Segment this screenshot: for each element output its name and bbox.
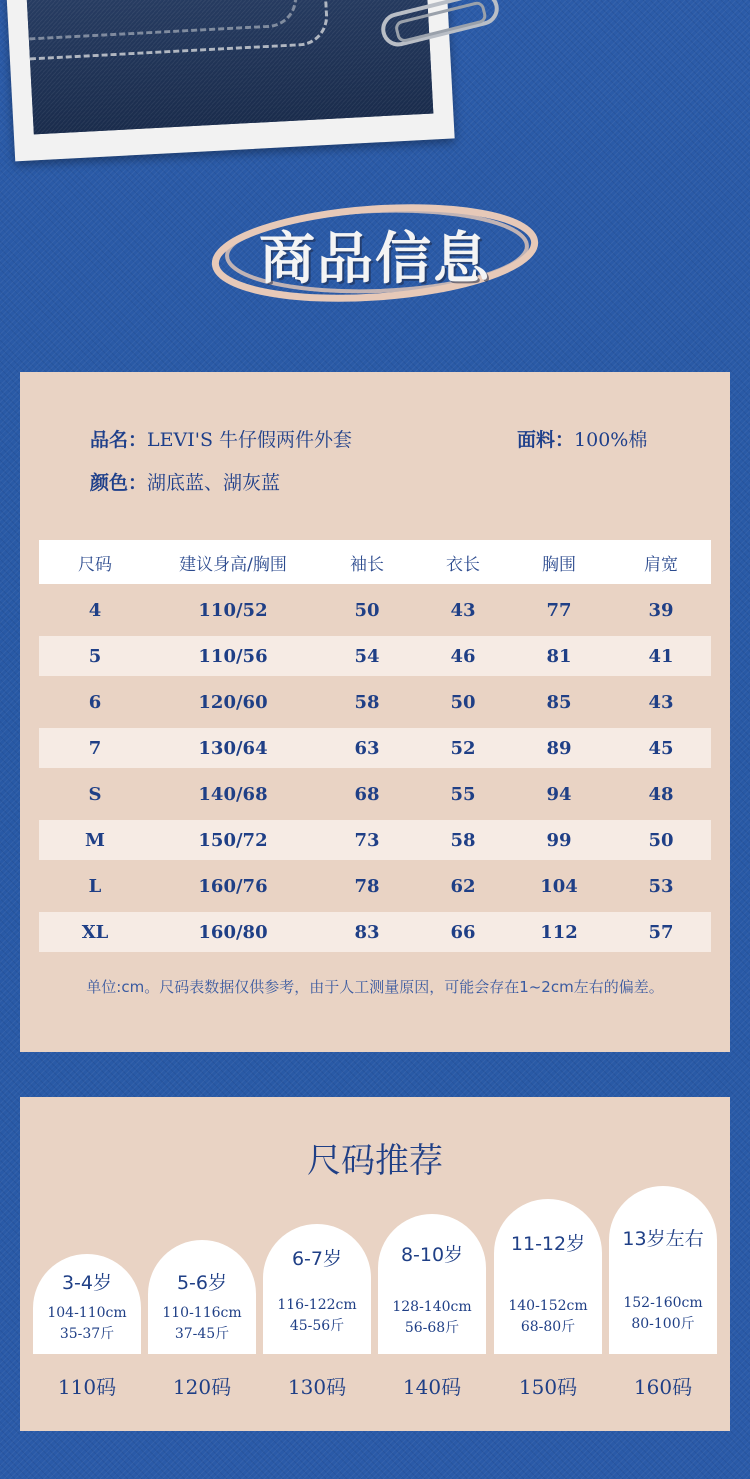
age-card <box>148 1240 256 1354</box>
table-cell: 50 <box>611 820 711 860</box>
weight-range: 45-56斤 <box>289 1318 345 1334</box>
table-cell: 110/56 <box>151 636 315 676</box>
height-range: 116-122cm <box>277 1297 357 1313</box>
table-row <box>39 682 711 722</box>
weight-range: 37-45斤 <box>174 1326 230 1342</box>
size-code: 140码 <box>402 1375 462 1399</box>
size-code: 130码 <box>287 1375 347 1399</box>
table-cell: 73 <box>315 820 419 860</box>
table-cell: 104 <box>540 875 578 897</box>
page-title: 商品信息 <box>259 226 491 292</box>
height-range: 104-110cm <box>47 1305 127 1321</box>
header-sleeve: 袖长 <box>315 540 419 584</box>
table-cell: 48 <box>648 783 674 805</box>
age-card <box>33 1254 141 1354</box>
color-label: 颜色： <box>90 472 148 494</box>
age-label: 8-10岁 <box>400 1244 464 1266</box>
table-cell: 160/76 <box>198 875 268 897</box>
denim-pocket-image <box>25 0 433 134</box>
header-chest: 胸围 <box>507 540 611 584</box>
age-label: 3-4岁 <box>61 1272 113 1294</box>
age-card <box>378 1214 486 1354</box>
table-cell: L <box>88 875 102 897</box>
table-cell: 58 <box>354 691 380 713</box>
product-name <box>90 425 352 452</box>
table-cell: 89 <box>507 728 611 768</box>
table-cell: 85 <box>546 691 572 713</box>
fabric-label: 面料： <box>517 429 575 451</box>
table-cell: 150/72 <box>151 820 315 860</box>
height-range: 152-160cm <box>623 1295 703 1311</box>
age-card <box>263 1224 371 1354</box>
height-range: 110-116cm <box>162 1305 242 1321</box>
table-cell: 112 <box>507 912 611 952</box>
weight-range: 56-68斤 <box>404 1320 460 1336</box>
table-cell: 43 <box>648 691 674 713</box>
table-cell: 46 <box>419 636 507 676</box>
table-cell: 55 <box>450 783 476 805</box>
weight-range: 80-100斤 <box>631 1316 695 1332</box>
header-height-chest: 建议身高/胸围 <box>151 540 315 584</box>
table-row <box>39 866 711 906</box>
age-card <box>609 1186 717 1354</box>
height-range: 140-152cm <box>508 1298 588 1314</box>
age-label: 13岁左右 <box>622 1228 704 1250</box>
size-code: 120码 <box>172 1375 232 1399</box>
table-row <box>39 774 711 814</box>
weight-range: 35-37斤 <box>59 1326 115 1342</box>
table-cell: 43 <box>450 599 476 621</box>
table-row <box>39 636 711 676</box>
table-row <box>39 728 711 768</box>
table-cell: 81 <box>507 636 611 676</box>
size-table <box>39 534 711 958</box>
table-cell: 94 <box>546 783 572 805</box>
table-cell: M <box>39 820 151 860</box>
table-cell: 120/60 <box>198 691 268 713</box>
table-cell: 7 <box>39 728 151 768</box>
table-row <box>39 590 711 630</box>
product-info-panel <box>20 372 730 1052</box>
table-cell: 54 <box>315 636 419 676</box>
section-title <box>205 195 545 305</box>
table-cell: 41 <box>611 636 711 676</box>
product-name-label: 品名： <box>90 429 148 451</box>
height-range: 128-140cm <box>392 1299 472 1315</box>
header-length: 衣长 <box>419 540 507 584</box>
table-cell: 83 <box>315 912 419 952</box>
table-cell: 62 <box>450 875 476 897</box>
table-cell: 99 <box>507 820 611 860</box>
table-cell: 45 <box>611 728 711 768</box>
size-code: 110码 <box>57 1375 117 1399</box>
product-name-value: LEVI'S 牛仔假两件外套 <box>147 429 353 451</box>
table-row <box>39 820 711 860</box>
table-cell: 63 <box>315 728 419 768</box>
age-label: 6-7岁 <box>291 1248 343 1270</box>
table-cell: 58 <box>419 820 507 860</box>
table-cell: 160/80 <box>151 912 315 952</box>
size-note: 单位:cm。尺码表数据仅供参考，由于人工测量原因，可能会存在1~2cm左右的偏差。 <box>86 978 664 996</box>
size-table-header <box>39 540 711 584</box>
size-code: 160码 <box>633 1375 693 1399</box>
size-recommendation-panel <box>20 1097 730 1431</box>
table-cell: 66 <box>419 912 507 952</box>
header-shoulder: 肩宽 <box>611 540 711 584</box>
table-cell: 4 <box>88 599 102 621</box>
age-label: 5-6岁 <box>176 1272 228 1294</box>
fabric-value: 100%棉 <box>574 429 648 451</box>
table-cell: XL <box>39 912 151 952</box>
recommendation-title: 尺码推荐 <box>307 1141 443 1181</box>
fabric <box>517 425 647 452</box>
table-cell: 110/52 <box>198 599 268 621</box>
size-code: 150码 <box>518 1375 578 1399</box>
table-cell: 77 <box>546 599 572 621</box>
table-cell: 6 <box>88 691 102 713</box>
table-cell: 140/68 <box>198 783 268 805</box>
age-label: 11-12岁 <box>510 1233 586 1255</box>
color-info <box>90 468 280 495</box>
table-row <box>39 912 711 952</box>
table-cell: 68 <box>354 783 380 805</box>
table-cell: 5 <box>39 636 151 676</box>
table-cell: 78 <box>354 875 380 897</box>
color-value: 湖底蓝、湖灰蓝 <box>147 472 281 494</box>
table-cell: 130/64 <box>151 728 315 768</box>
table-cell: 50 <box>354 599 380 621</box>
weight-range: 68-80斤 <box>520 1319 576 1335</box>
table-cell: 53 <box>648 875 674 897</box>
table-cell: 50 <box>450 691 476 713</box>
table-cell: 57 <box>611 912 711 952</box>
table-cell: S <box>88 783 102 805</box>
age-card <box>494 1199 602 1354</box>
header-size: 尺码 <box>39 540 151 584</box>
table-cell: 39 <box>648 599 674 621</box>
table-cell: 52 <box>419 728 507 768</box>
